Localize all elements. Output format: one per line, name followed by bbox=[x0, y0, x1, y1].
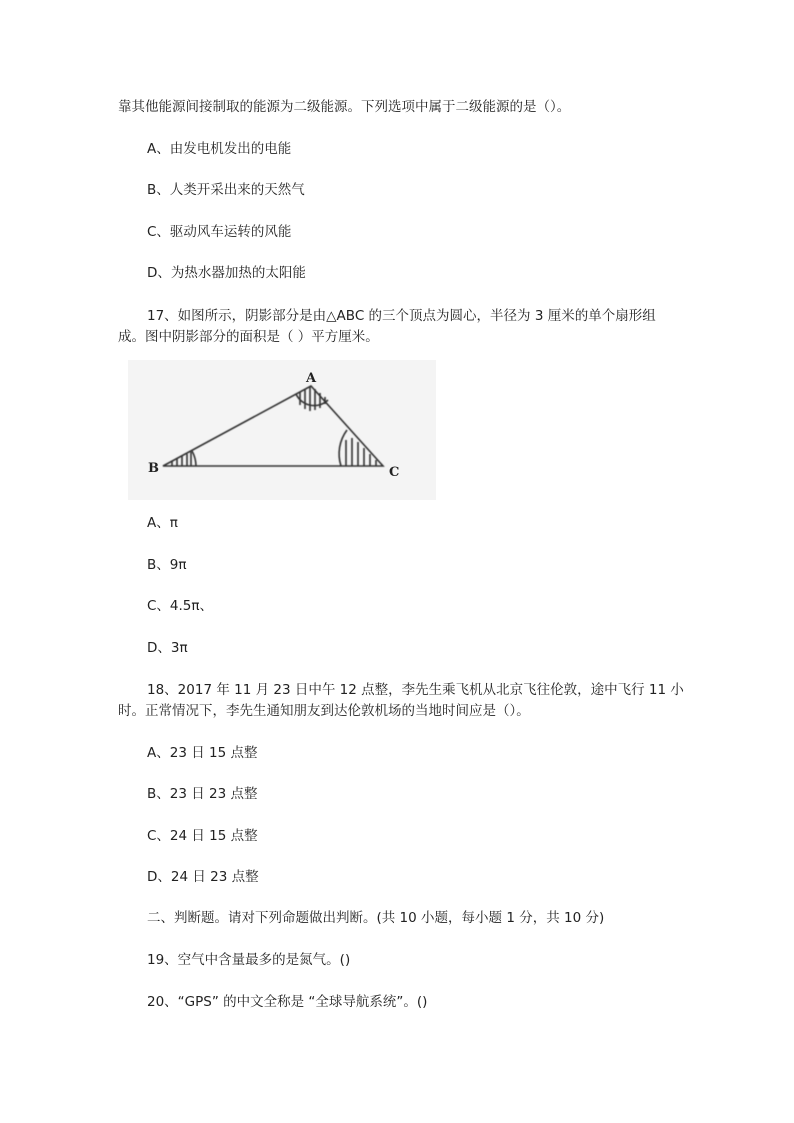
q17-stem-line2: 成。图中阴影部分的面积是（ ）平方厘米。 bbox=[118, 329, 379, 345]
q17-stem-line1: 17、如图所示，阴影部分是由△ABC 的三个顶点为圆心，半径为 3 厘米的单个扇形组 bbox=[147, 308, 656, 324]
q16-option-b: B、人类开采出来的天然气 bbox=[147, 182, 305, 198]
section-heading: 二、判断题。请对下列命题做出判断。(共 10 小题，每小题 1 分，共 10 分) bbox=[147, 910, 605, 926]
triangle-figure bbox=[128, 360, 436, 500]
q18-option-b: B、23 日 23 点整 bbox=[147, 786, 258, 802]
q16-option-a: A、由发电机发出的电能 bbox=[147, 141, 292, 157]
q18-option-d: D、24 日 23 点整 bbox=[147, 869, 259, 885]
vertex-label-a: A bbox=[306, 371, 317, 386]
q18-stem-line1: 18、2017 年 11 月 23 日中午 12 点整，李先生乘飞机从北京飞往伦敦，途中飞行 11 小 bbox=[147, 682, 684, 698]
q18-option-a: A、23 日 15 点整 bbox=[147, 745, 258, 761]
q17-option-c: C、4.5π、 bbox=[147, 598, 214, 614]
q20-text: 20、“GPS” 的中文全称是 “全球导航系统”。() bbox=[147, 994, 428, 1010]
vertex-label-b: B bbox=[148, 461, 159, 476]
q17-option-a: A、π bbox=[147, 515, 178, 531]
q18-stem-line2: 时。正常情况下，李先生通知朋友到达伦敦机场的当地时间应是（）。 bbox=[118, 703, 530, 719]
q16-stem: 靠其他能源间接制取的能源为二级能源。下列选项中属于二级能源的是（）。 bbox=[118, 99, 571, 115]
vertex-label-c: C bbox=[389, 465, 400, 480]
q17-option-d: D、3π bbox=[147, 640, 188, 656]
q18-option-c: C、24 日 15 点整 bbox=[147, 828, 258, 844]
q16-option-c: C、驱动风车运转的风能 bbox=[147, 224, 292, 240]
q16-option-d: D、为热水器加热的太阳能 bbox=[147, 265, 306, 281]
q17-option-b: B、9π bbox=[147, 557, 187, 573]
q19-text: 19、空气中含量最多的是氮气。() bbox=[147, 952, 351, 968]
